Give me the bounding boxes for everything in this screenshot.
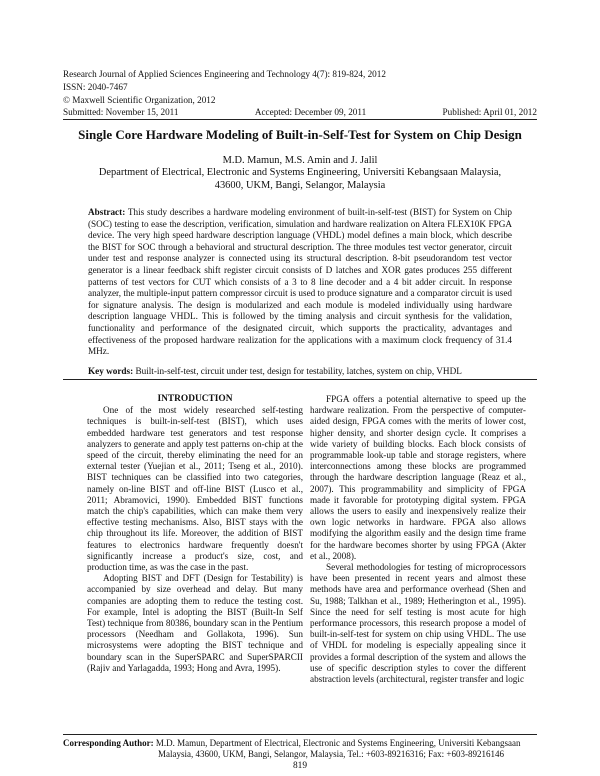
corresponding-line-2: Malaysia, 43600, UKM, Bangi, Selangor, Malaysia, Tel.: +603-89216316; Fax: +603-89216146 — [158, 748, 504, 759]
affiliation — [63, 167, 537, 192]
paper-title: Single Core Hardware Modeling of Built-in-Self-Test for System on Chip Design — [78, 127, 522, 142]
authors: M.D. Mamun, M.S. Amin and J. Jalil — [222, 155, 378, 166]
abstract-text: This study describes a hardware modeling environment of built-in-self-test (BIST) for System on Chip (SOC) testing to ease the description, verification, simulation and hardware realization on Altera FLEX10K FPGA device. The very high speed hardware description language (VHDL) model defines a main block, which describe the BIST for SOC through a behavioral and structural description. The three modules test vector generator, circuit under test and response analyzer is connected using its structural description. 8-bit pseudorandom test vector generator is a linear feedback shift register circuit consists of D latches and XOR gates produces 255 different patterns of test vectors for CUT which consists of a 3 to 8 line decoder and a 4 bit adder circuit. In response analyzer, the multiple-input pattern compressor circuit is used to produce signature and a comparator circuit is used for signature analysis. The design is modularized and each module is modeled individually using hardware description language VHDL. This is followed by the timing analysis and circuit synthesis for the validation, functionality and performance of the designated circuit, which supports the practicality, advantages and effectiveness of the proposed hardware realization for the applications with a maximum clock frequency of 31.4 MHz. — [88, 207, 512, 357]
copyright: © Maxwell Scientific Organization, 2012 — [63, 95, 216, 105]
dates-row — [63, 107, 537, 118]
submitted-date: Submitted: November 15, 2011 — [63, 107, 179, 117]
left-column — [87, 394, 303, 674]
journal-citation: Research Journal of Applied Sciences Engineering and Technology 4(7): 819-824, 2012 — [63, 69, 386, 79]
footer-rule — [63, 734, 537, 735]
left-paragraph: One of the most widely researched self-testing techniques is built-in-self-test (BIST), which uses embedded hardware test generators and test response analyzers to generate and apply test patterns on-chip at the speed of the circuit, thereby eliminating the need for an external tester (Yuejian et al., 2011; Tseng et al., 2010). BIST techniques can be classified into two categories, namely on-line BIST and off-line BIST (Lusco et al., 2011; Abramovici, 1990). Embedded BIST functions match the chip's capabilities, which can make them very effective testing mechanisms. Also, BIST stays with the chip throughout its life. Moreover, the addition of BIST features to electronics hardware frequently doesn't significantly increase a product's size, cost, and production time, as was the case in the past. — [87, 405, 303, 573]
affiliation-line-2: 43600, UKM, Bangi, Selangor, Malaysia — [214, 179, 386, 191]
issn: ISSN: 2040-7467 — [63, 82, 128, 92]
header-rule — [63, 119, 537, 120]
right-column — [310, 394, 526, 685]
keywords-label: Key words: — [88, 366, 134, 376]
right-paragraph: FPGA offers a potential alternative to speed up the hardware realization. From the perspective of computer-aided design, FPGA comes with the merits of lower cost, higher density, and shorter design cycle. It comprises a wide variety of building blocks. Each block consists of programmable look-up table and storage registers, where interconnections among these blocks are programmed through the hardware description language (Reaz et al., 2007). This programmability and simplicity of FPGA made it favorable for prototyping digital system. FPGA allows the users to easily and inexpensively realize their own logic networks in hardware. FPGA also allows modifying the algorithm easily and the design time frame for the hardware becomes shorter by using FPGA (Akter et al., 2008). — [310, 394, 526, 561]
keywords — [88, 366, 538, 377]
keywords-text: Built-in-self-test, circuit under test, design for testability, latches, system on chip, VHDL — [135, 366, 462, 376]
corresponding-line-1: M.D. Mamun, Department of Electrical, Electronic and Systems Engineering, Universiti Kebangsaan — [155, 738, 521, 748]
published-date: Published: April 01, 2012 — [442, 107, 537, 117]
abstract — [88, 207, 512, 358]
right-paragraph: Several methodologies for testing of microprocessors have been presented in recent years and almost these methods have area and performance overhead (Shen and Su, 1988; Talkhan et al., 1989; Hetherington et al., 1995). Since the need for self testing is most acute for high performance processors, this research propose a model of built-in-self-test for system on chip using VHDL. The use of VHDL for modeling is especially appealing since it provides a formal description of the system and allows the use of specific description styles to cover the different abstraction levels (architectural, register transfer and logic — [310, 562, 526, 685]
corresponding-author — [63, 738, 537, 760]
affiliation-line-1: Department of Electrical, Electronic and Systems Engineering, Universiti Kebangsaan Malaysia, — [98, 167, 502, 178]
left-paragraph: Adopting BIST and DFT (Design for Testability) is accompanied by size overhead and delay. But many companies are adopting them to reduce the testing cost. For example, Intel is adopting the BIST (Built-In Self Test) technique from 80386, boundary scan in the Pentium processors (Needham and Gollakota, 1996). Sun microsystems were adopting the BIST technique and boundary scan in the SuperSPARC and SuperSPARCII (Rajiv and Yarlagadda, 1993; Hong and Avra, 1995). — [87, 573, 303, 673]
section-heading-introduction: INTRODUCTION — [157, 394, 233, 404]
corresponding-label: Corresponding Author: — [63, 738, 154, 748]
page-number: 819 — [292, 761, 308, 771]
accepted-date: Accepted: December 09, 2011 — [254, 107, 367, 117]
abstract-label: Abstract: — [88, 207, 126, 217]
keywords-rule — [63, 379, 537, 380]
